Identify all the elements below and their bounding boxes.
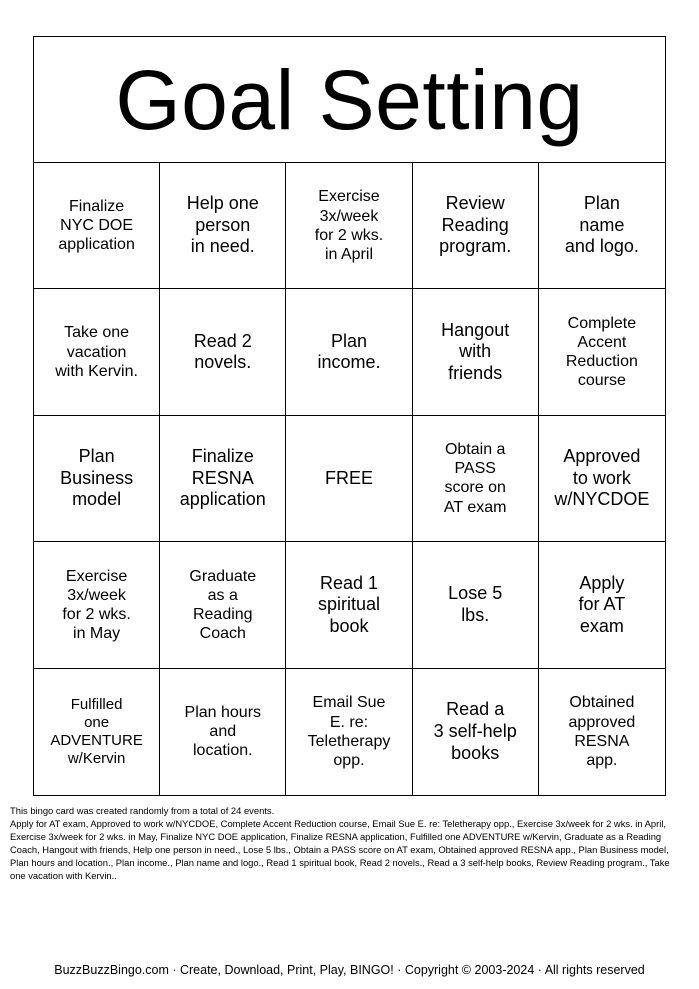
- cell-text: Approved to work w/NYCDOE: [554, 446, 650, 510]
- bingo-cell: [160, 542, 286, 668]
- bingo-cell: [286, 289, 412, 415]
- cell-text: Finalize NYC DOE application: [58, 197, 135, 254]
- cell-text: Exercise 3x/week for 2 wks. in May: [62, 567, 131, 643]
- cell-text: Email Sue E. re: Teletherapy opp.: [307, 694, 391, 769]
- bingo-cell: [160, 289, 286, 415]
- card-title: Goal Setting: [115, 52, 584, 147]
- cell-text: Read a 3 self-help books: [433, 699, 517, 763]
- bingo-cell: [160, 416, 286, 542]
- card-info: [10, 805, 686, 883]
- cell-text: Take one vacation with Kervin.: [55, 324, 138, 380]
- cell-text: Plan income.: [317, 330, 381, 373]
- cell-text: Plan hours and location.: [184, 704, 262, 760]
- cell-text: Fulfilled one ADVENTURE w/Kervin: [50, 695, 143, 767]
- cell-text: Graduate as a Reading Coach: [189, 567, 257, 643]
- cell-text: Obtained approved RESNA app.: [568, 694, 636, 769]
- footer: BuzzBuzzBingo.com · Create, Download, Print, Play, BINGO! · Copyright © 2003-2024 · All rights reserved: [54, 963, 645, 977]
- bingo-cell: [34, 163, 160, 289]
- cell-text: Read 1 spiritual book: [317, 572, 380, 636]
- cell-text: Obtain a PASS score on AT exam: [443, 441, 507, 516]
- bingo-cell: [539, 289, 665, 415]
- cell-text: Hangout with friends: [441, 319, 510, 383]
- bingo-cell: [539, 669, 665, 795]
- bingo-cell: [160, 669, 286, 795]
- cell-text: Apply for AT exam: [578, 572, 626, 636]
- cell-text: Read 2 novels.: [193, 330, 252, 373]
- cell-text: Review Reading program.: [439, 193, 512, 257]
- bingo-cell: [539, 163, 665, 289]
- bingo-cell-free: [286, 416, 412, 542]
- cell-text: Exercise 3x/week for 2 wks. in April: [314, 188, 384, 263]
- bingo-cell: [539, 416, 665, 542]
- bingo-grid: [34, 163, 665, 795]
- bingo-cell: [34, 669, 160, 795]
- title-row: [34, 37, 665, 163]
- info-summary: This bingo card was created randomly from a total of 24 events.: [10, 805, 275, 816]
- cell-text: FREE: [324, 467, 373, 488]
- cell-text: Complete Accent Reduction course: [565, 314, 638, 390]
- bingo-cell: [34, 416, 160, 542]
- bingo-cell: [286, 163, 412, 289]
- cell-text: Finalize RESNA application: [179, 446, 266, 510]
- bingo-cell: [34, 542, 160, 668]
- info-event-list: Apply for AT exam, Approved to work w/NYCDOE, Complete Accent Reduction course, Email Sue E. re: Teletherapy opp., Exercise 3x/week for 2 wks. in April, Exercise 3x/week for 2 wks. in May, Finalize NYC DOE application, Finalize RESNA application, Fulfilled one ADVENTURE w/Kervin, Graduate as a Reading Coach, Hangout with friends, Help one person in need., Lose 5 lbs., Obtain a PASS score on AT exam, Obtained approved RESNA app., Plan Business model, Plan hours and location., Plan income., Plan name and logo., Read 1 spiritual book, Read 2 novels., Read a 3 self-help books, Review Reading program., Take one vacation with Kervin..: [10, 817, 670, 881]
- cell-text: Help one person in need.: [186, 193, 259, 257]
- bingo-cell: [34, 289, 160, 415]
- cell-text: Plan Business model: [60, 446, 134, 510]
- cell-text: Lose 5 lbs.: [448, 583, 503, 625]
- bingo-cell: [160, 163, 286, 289]
- bingo-card: [33, 36, 666, 796]
- bingo-cell: [413, 669, 539, 795]
- bingo-cell: [539, 542, 665, 668]
- cell-text: Plan name and logo.: [564, 193, 639, 257]
- bingo-cell: [413, 542, 539, 668]
- bingo-cell: [413, 163, 539, 289]
- bingo-cell: [286, 542, 412, 668]
- bingo-cell: [413, 416, 539, 542]
- bingo-cell: [413, 289, 539, 415]
- bingo-cell: [286, 669, 412, 795]
